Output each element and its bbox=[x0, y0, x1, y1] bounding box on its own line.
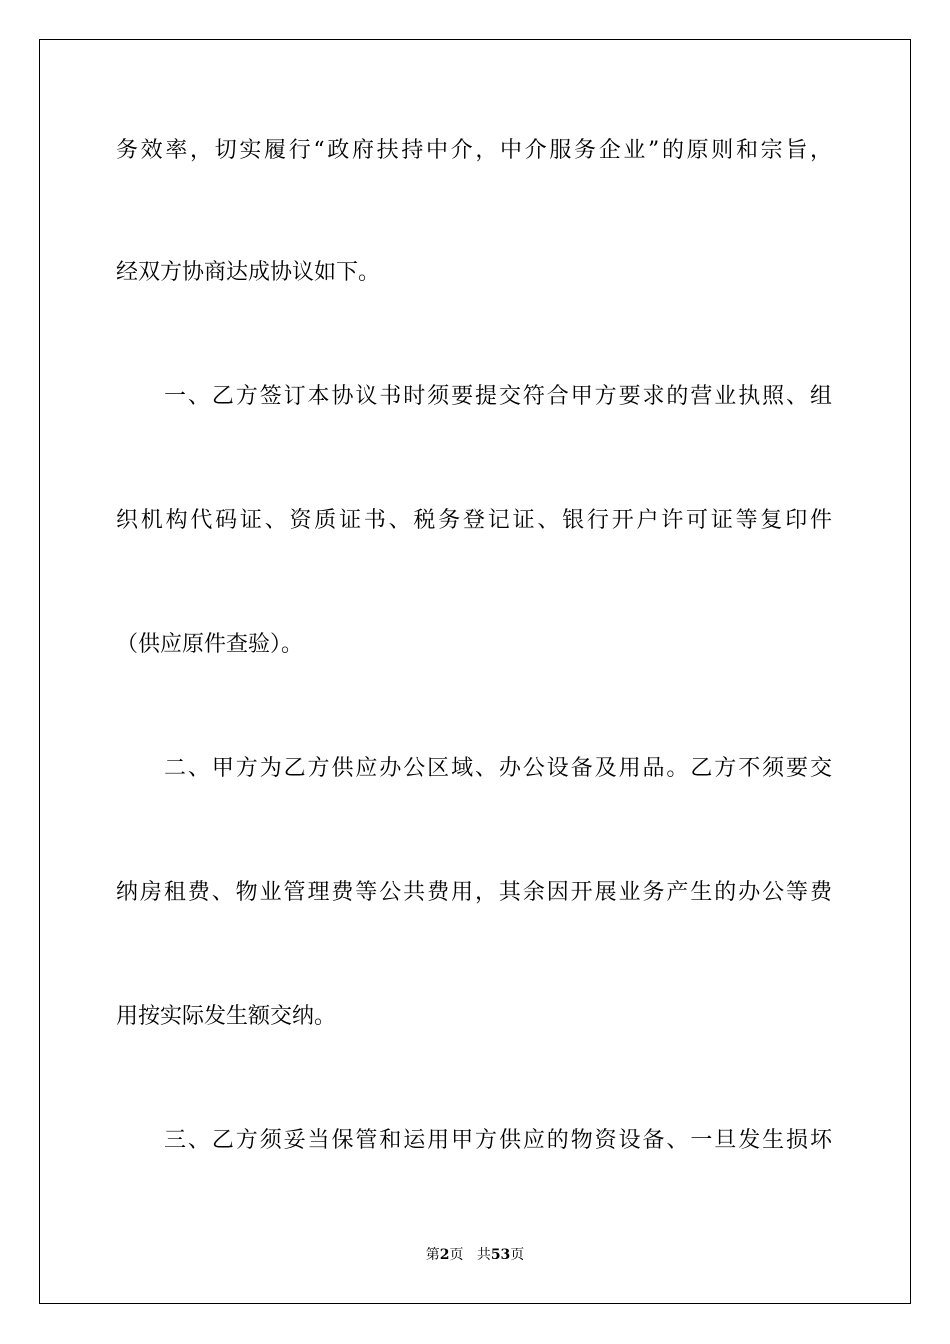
total-suffix: 页 bbox=[510, 1247, 525, 1263]
page-number: 2 bbox=[439, 1247, 450, 1263]
total-pages: 53 bbox=[490, 1247, 511, 1263]
page-prefix: 第 bbox=[425, 1247, 440, 1263]
text-line-1: 务效率，切实履行“政府扶持中介，中介服务企业”的原则和宗旨， bbox=[116, 138, 832, 163]
total-prefix: 共 bbox=[476, 1247, 491, 1263]
page-suffix: 页 bbox=[449, 1247, 464, 1263]
text-line-2: 经双方协商达成协议如下。 bbox=[116, 260, 381, 285]
text-line-6: 二、甲方为乙方供应办公区域、办公设备及用品。乙方不须要交 bbox=[164, 756, 832, 781]
text-line-5: （供应原件查验）。 bbox=[116, 632, 304, 657]
text-line-9: 三、乙方须妥当保管和运用甲方供应的物资设备、一旦发生损坏 bbox=[164, 1128, 832, 1153]
page-footer bbox=[0, 1246, 950, 1264]
text-line-3: 一、乙方签订本协议书时须要提交符合甲方要求的营业执照、组 bbox=[164, 384, 832, 409]
text-line-8: 用按实际发生额交纳。 bbox=[116, 1004, 337, 1029]
text-line-7: 纳房租费、物业管理费等公共费用，其余因开展业务产生的办公等费 bbox=[116, 880, 832, 905]
text-line-4: 织机构代码证、资质证书、税务登记证、银行开户许可证等复印件 bbox=[116, 508, 832, 533]
page-border bbox=[39, 39, 911, 1304]
